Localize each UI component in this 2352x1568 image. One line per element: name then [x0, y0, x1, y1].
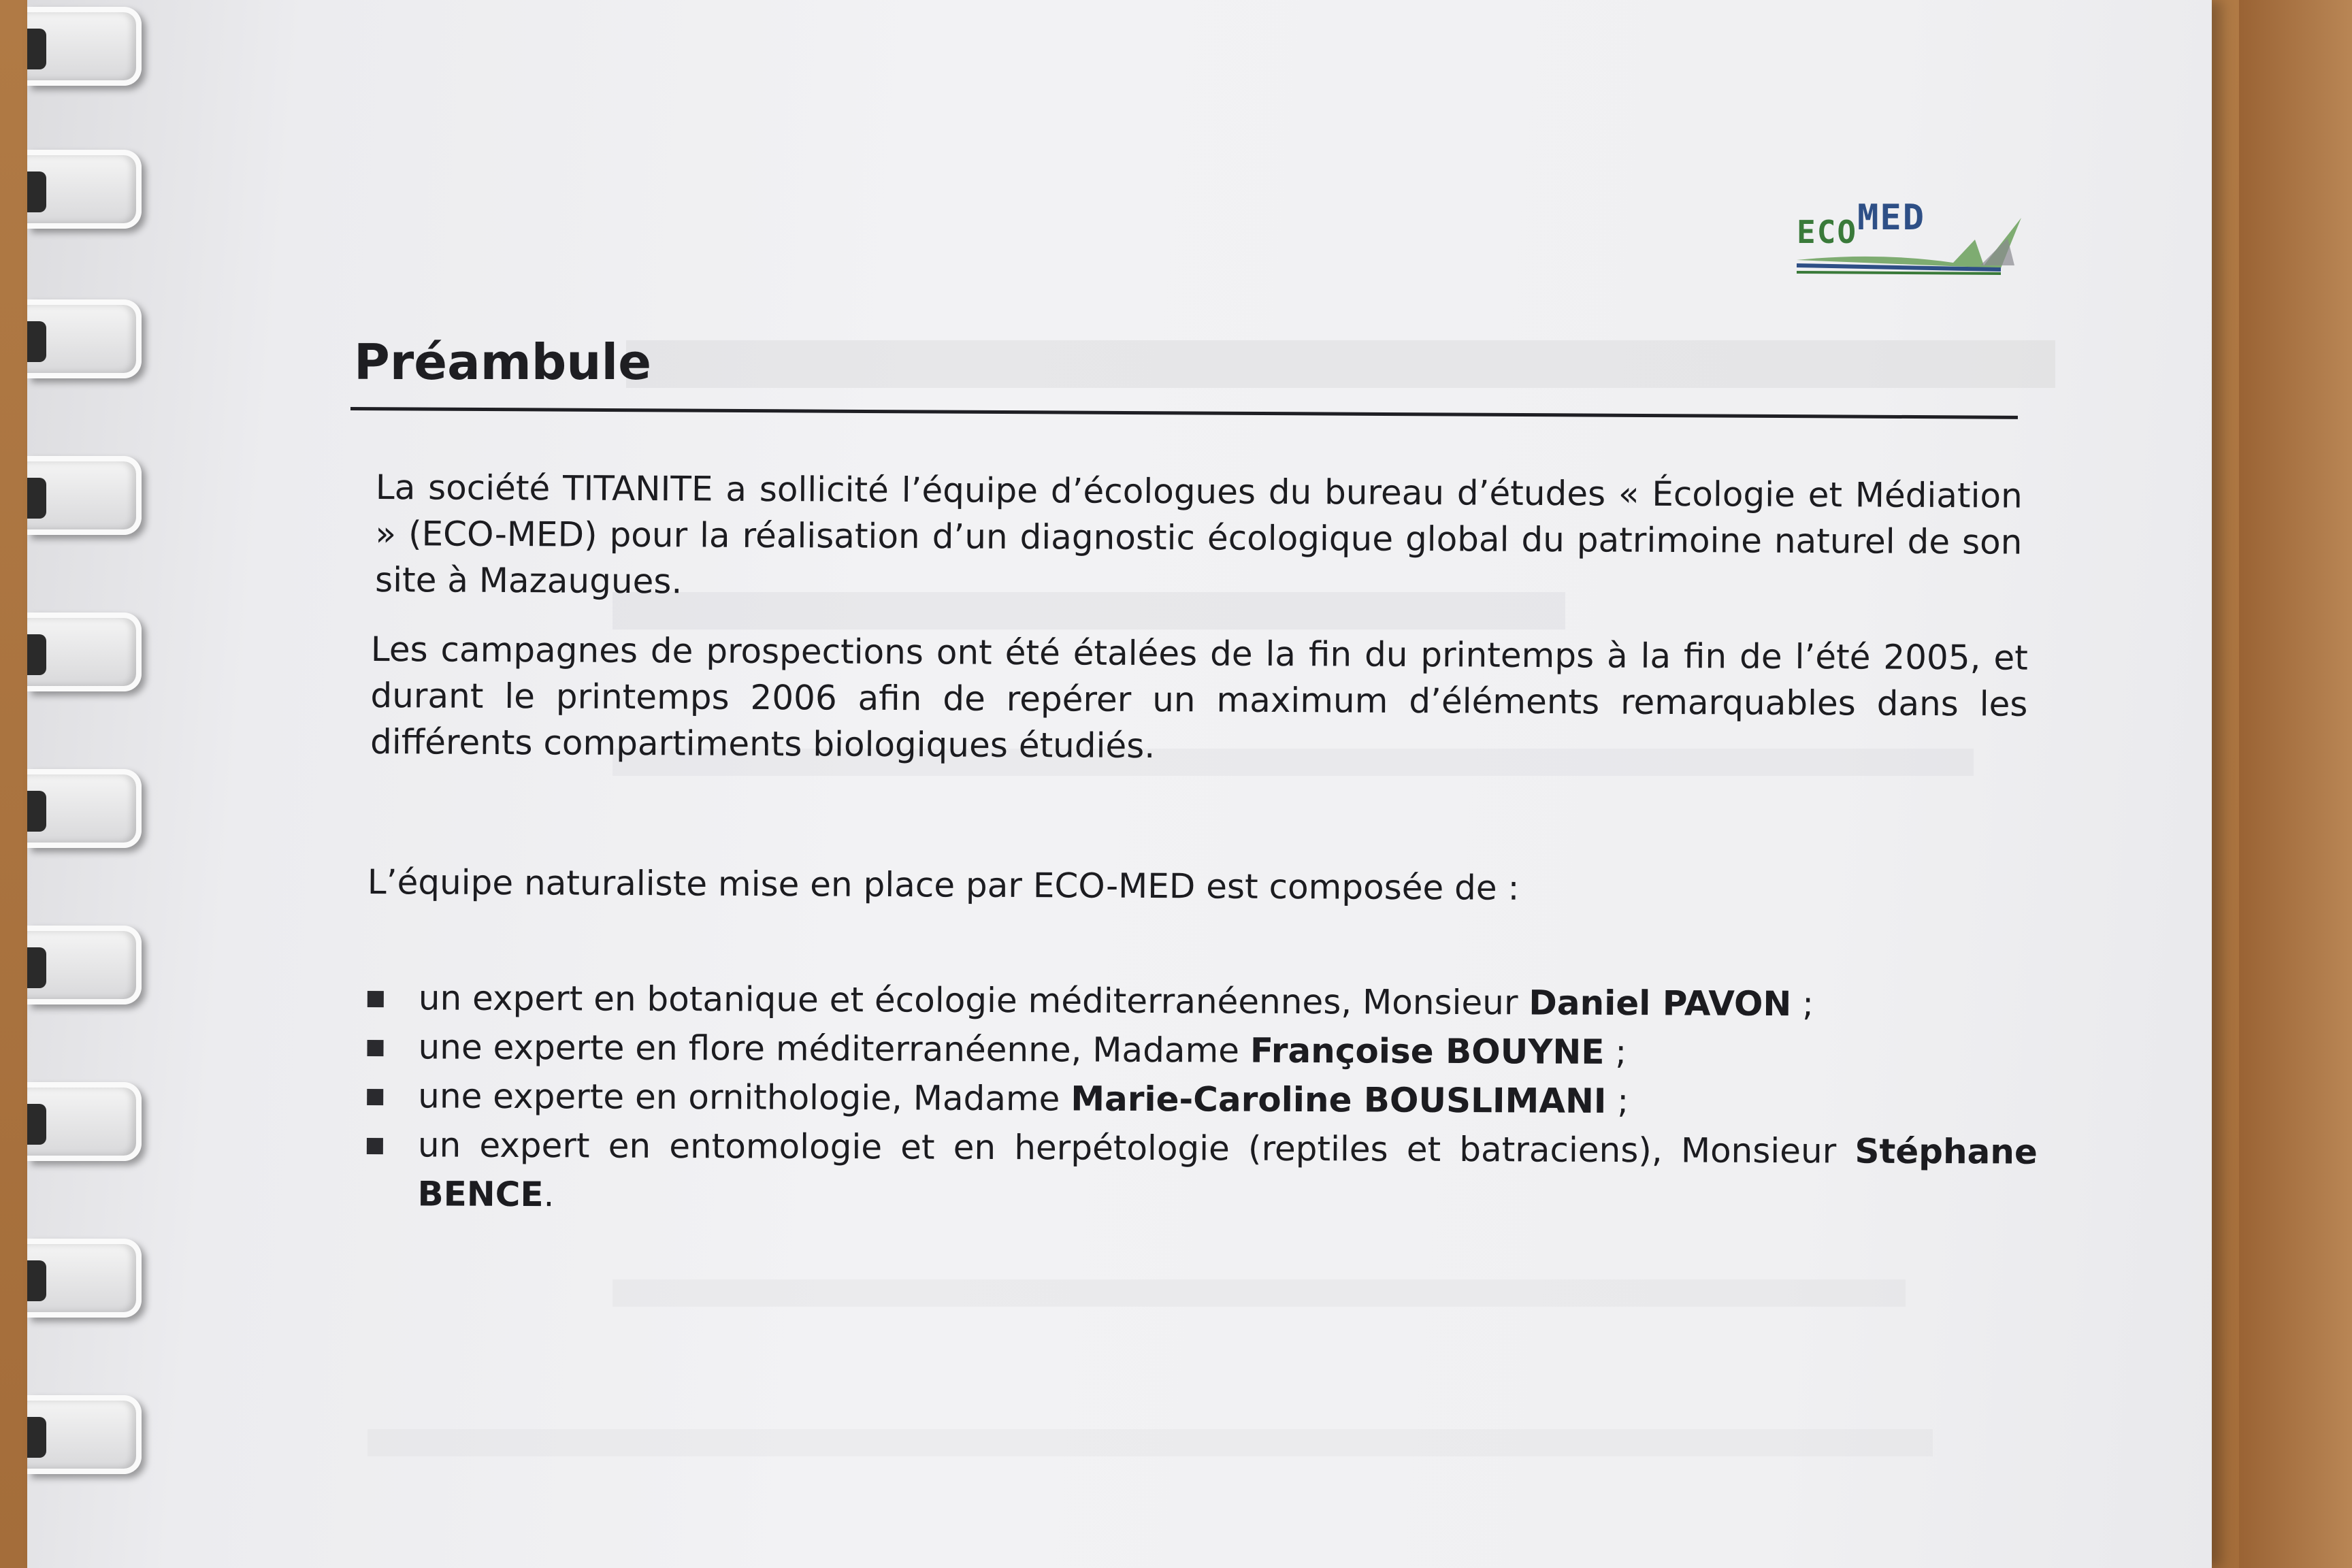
title-underline	[350, 407, 2018, 419]
list-punctuation: ;	[1606, 1081, 1629, 1122]
logo-eco: ECO	[1797, 214, 1858, 250]
list-punctuation: ;	[1604, 1032, 1627, 1073]
paragraph-mandate: La société TITANITE a sollicité l’équipe d’écologues du bureau d’études « Écologie et Médiation » (ECO-MED) pour la réalisation d’un diagnostic écologique global du patrimoine naturel de son site à Mazaugues.	[374, 467, 2023, 602]
document-page	[27, 0, 2212, 1568]
binding-coil	[27, 456, 142, 535]
binding-coil	[27, 7, 142, 86]
member-name: Marie-Caroline BOUSLIMANI	[1071, 1079, 1607, 1121]
bullet-icon	[367, 1089, 383, 1105]
list-item	[363, 1071, 2038, 1128]
member-name: Françoise BOUYNE	[1250, 1030, 1605, 1072]
bleed-through	[626, 340, 2055, 388]
list-item	[363, 1120, 2038, 1226]
binding-coil	[27, 1082, 142, 1161]
bleed-through	[612, 1279, 1906, 1307]
binding-coil	[27, 926, 142, 1004]
spiral-binding	[27, 0, 143, 1568]
paragraph-campaigns: Les campagnes de prospections ont été étalées de la fin du printemps à la fin de l’été 2005, et durant le printemps 2006 afin de repérer un maximum d’éléments remarquables dans les différents compartiments biologiques étudiés.	[370, 629, 2028, 766]
bullet-icon	[367, 1138, 383, 1154]
bleed-through	[368, 1429, 1933, 1456]
table-surface	[2239, 0, 2352, 1568]
list-item	[363, 1022, 2038, 1079]
member-role: une experte en ornithologie, Madame	[418, 1076, 1071, 1119]
binding-coil	[27, 769, 142, 848]
member-role: une experte en flore méditerranéenne, Madame	[418, 1027, 1251, 1071]
bullet-icon	[367, 1040, 383, 1056]
bullet-icon	[368, 991, 384, 1007]
binding-coil	[27, 1395, 142, 1474]
list-punctuation: ;	[1791, 984, 1814, 1024]
list-punctuation: .	[543, 1175, 555, 1215]
logo-med: MED	[1857, 197, 1926, 238]
member-role: un expert en botanique et écologie méditerranéennes, Monsieur	[418, 978, 1529, 1023]
member-role: un expert en entomologie et en herpétologie (reptiles et batraciens), Monsieur	[417, 1125, 1855, 1171]
logo-landscape-icon	[1797, 197, 2028, 299]
member-name: Stéphane BENCE	[417, 1131, 2038, 1215]
team-intro: L’équipe naturaliste mise en place par ECO-MED est composée de :	[367, 862, 1520, 908]
ecomed-logo	[1797, 197, 2028, 299]
member-name: Daniel PAVON	[1529, 983, 1792, 1024]
binding-coil	[27, 150, 142, 229]
binding-coil	[27, 612, 142, 691]
team-list	[363, 973, 2038, 1226]
binding-coil	[27, 299, 142, 378]
binding-coil	[27, 1239, 142, 1318]
section-title: Préambule	[354, 333, 652, 391]
list-item	[364, 973, 2038, 1030]
